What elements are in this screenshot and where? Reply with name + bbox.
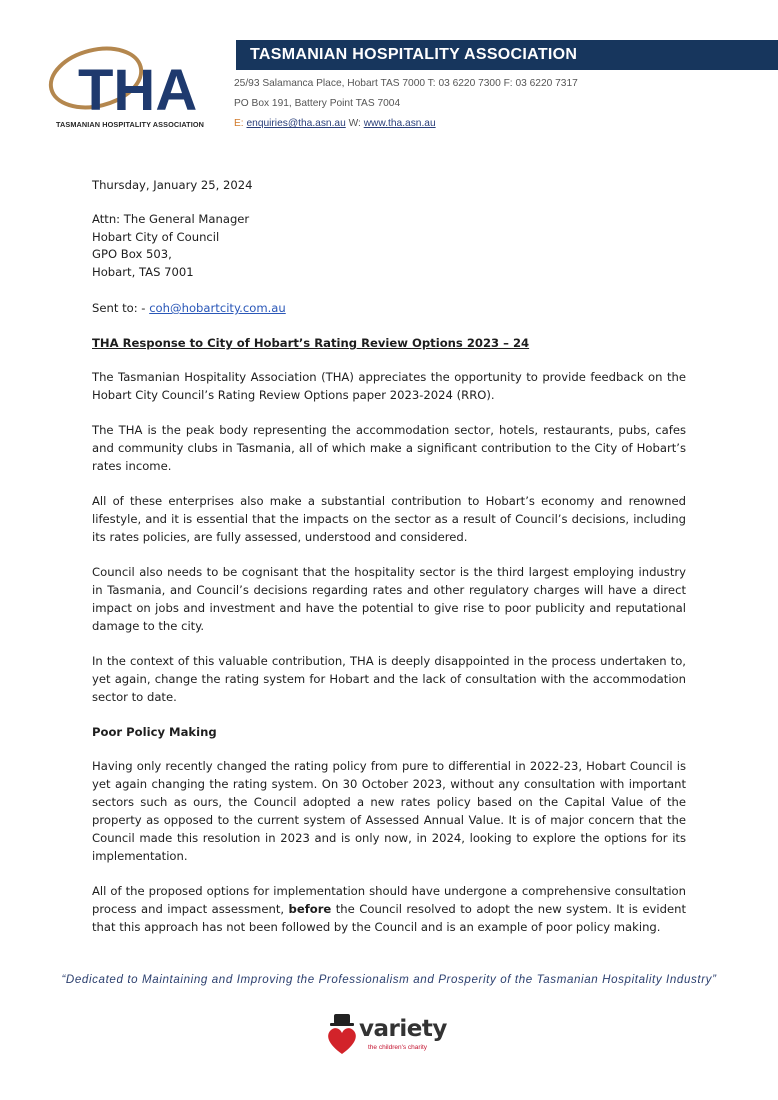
paragraph-2: The THA is the peak body representing the accommodation sector, hotels, restaurants, pubs, cafes and community clubs in Tasmania, all of which make a significant contribution to the City of Hobart’s rates income. bbox=[92, 423, 686, 473]
sent-to-line bbox=[92, 299, 686, 317]
recipient-attn: Attn: The General Manager bbox=[92, 212, 250, 226]
paragraph-1: The Tasmanian Hospitality Association (THA) appreciates the opportunity to provide feedback on the Hobart City Council’s Rating Review Options paper 2023-2024 (RRO). bbox=[92, 370, 686, 402]
sent-to-label: Sent to: - bbox=[92, 301, 146, 315]
website-link[interactable]: www.tha.asn.au bbox=[363, 118, 436, 129]
recipient-address bbox=[92, 211, 686, 281]
email-label: E: bbox=[234, 118, 244, 129]
section-paragraph-2 bbox=[92, 882, 686, 936]
web-label: W: bbox=[348, 118, 361, 129]
letter-date: Thursday, January 25, 2024 bbox=[92, 178, 253, 192]
paragraph-5: In the context of this valuable contribution, THA is deeply disappointed in the process undertaken to, yet again, change the rating system for Hobart and the lack of consultation with the accommodation sector to date. bbox=[92, 654, 686, 704]
section-paragraph-2-start: All of the proposed options for implementation should have undergone a comprehensive consultation process and impact assessment, bbox=[92, 884, 686, 916]
email-link[interactable]: enquiries@tha.asn.au bbox=[246, 118, 346, 129]
letter-subject: THA Response to City of Hobart’s Rating Review Options 2023 – 24 bbox=[92, 336, 530, 350]
variety-logo bbox=[324, 1012, 456, 1058]
paragraph-4: Council also needs to be cognisant that the hospitality sector is the third largest employing industry in Tasmania, and Council’s decisions regarding rates and other regulatory charges will have a direct impact on jobs and investment and have the potential to give rise to poor publicity and reputational damage to the city. bbox=[92, 565, 686, 633]
contact-email-web bbox=[234, 118, 436, 129]
section-paragraph-1: Having only recently changed the rating policy from pure to differential in 2022-23, Hobart Council is yet again changing the rating system. On 30 October 2023, without any consultation with important sectors such as ours, the Council adopted a new rates policy based on the Capital Value of the property as opposed to the current system of Assessed Annual Value. It is of major concern that the Council made this resolution in 2023 and is only now, in 2024, looking to explore the options for its implementation. bbox=[92, 759, 686, 863]
contact-po-box: PO Box 191, Battery Point TAS 7004 bbox=[234, 98, 401, 109]
contact-address: 25/93 Salamanca Place, Hobart TAS 7000 T: 03 6220 7300 F: 03 6220 7317 bbox=[234, 78, 578, 89]
letter-body bbox=[92, 176, 686, 953]
tha-logo-mark bbox=[44, 42, 216, 120]
tha-logo bbox=[44, 42, 216, 134]
section-paragraph-2-end: the Council resolved to adopt the new system. It is evident that this approach has not been followed by the Council and is an example of poor policy making. bbox=[92, 902, 686, 934]
recipient-org: Hobart City of Council bbox=[92, 229, 220, 244]
recipient-box: GPO Box 503, bbox=[92, 247, 172, 261]
footer-motto: “Dedicated to Maintaining and Improving the Professionalism and Prosperity of the Tasmanian Hospitality Industry” bbox=[61, 973, 717, 986]
recipient-city: Hobart, TAS 7001 bbox=[92, 264, 194, 279]
sent-to-email-link[interactable]: coh@hobartcity.com.au bbox=[149, 301, 286, 315]
org-name-banner: TASMANIAN HOSPITALITY ASSOCIATION bbox=[236, 40, 778, 70]
paragraph-3: All of these enterprises also make a substantial contribution to Hobart’s economy and renowned lifestyle, and it is essential that the impacts on the sector as a result of Council’s decisions, including its rates policies, are fully assessed, understood and considered. bbox=[92, 494, 686, 544]
section-heading: Poor Policy Making bbox=[92, 725, 217, 739]
logo-letters: THA bbox=[78, 58, 198, 120]
logo-subtitle: TASMANIAN HOSPITALITY ASSOCIATION bbox=[55, 120, 205, 129]
emphasis-before: before bbox=[288, 902, 332, 916]
variety-tagline: the children's charity bbox=[368, 1044, 428, 1051]
variety-wordmark: variety bbox=[359, 1016, 447, 1042]
